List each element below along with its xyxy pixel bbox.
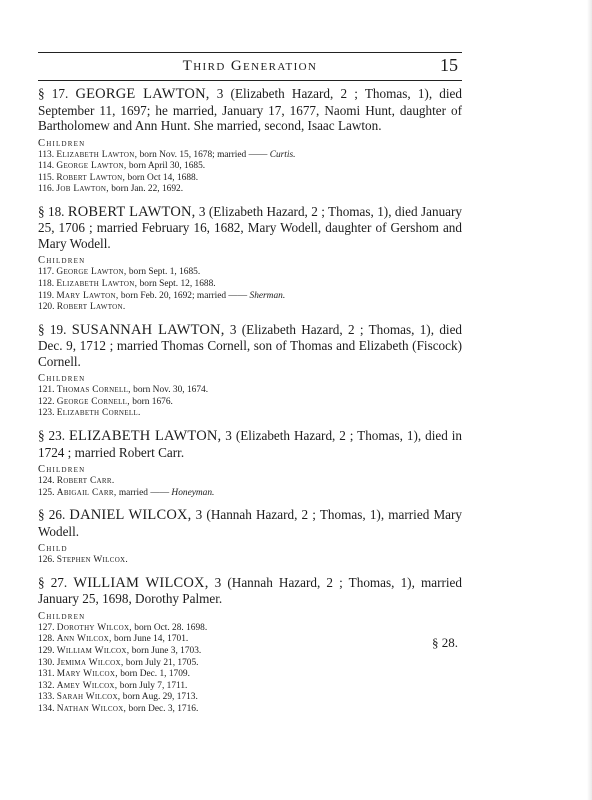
child-name: Robert Lawton. [56, 302, 126, 313]
children-label: Child [38, 543, 68, 555]
child-number: 116. [38, 184, 55, 195]
child-details: born June 14, 1701. [111, 634, 189, 645]
child-number: 117. [38, 267, 55, 278]
child-name: George Lawton, [56, 161, 127, 172]
child-spouse: Curtis. [267, 149, 296, 160]
child-details: born Nov. 30, 1674. [130, 385, 209, 396]
child-list-item [38, 397, 462, 409]
genealogy-content [38, 86, 462, 724]
running-header-title: Third Generation [182, 58, 318, 74]
child-name: Mary Lawton, [56, 290, 119, 301]
child-name: William Wilcox, [56, 646, 130, 656]
child-spouse: Honeyman. [169, 487, 215, 498]
child-list-item [38, 291, 462, 303]
family-entry-paragraph [38, 507, 462, 539]
child-list-item [38, 488, 462, 500]
child-details: born June 3, 1703. [129, 646, 202, 656]
child-list-item [38, 476, 462, 488]
children-label: Children [38, 137, 86, 149]
child-list-item [38, 173, 462, 185]
child-details: born Dec. 3, 1716. [126, 703, 199, 714]
child-number: 131. [38, 669, 55, 680]
children-label: Children [38, 464, 86, 476]
child-number: 122. [38, 396, 55, 407]
child-details: born Dec. 1, 1709. [117, 669, 190, 680]
child-number: 125. [38, 487, 55, 498]
children-label: Children [38, 610, 86, 622]
child-details: born April 30, 1685. [126, 161, 206, 172]
child-number: 123. [38, 408, 55, 419]
child-details: married —— [116, 487, 170, 498]
child-list-item [38, 658, 462, 670]
child-name: Sarah Wilcox, [56, 692, 121, 703]
family-section [38, 322, 462, 420]
child-number: 129. [38, 646, 55, 656]
child-details: born Jan. 22, 1692. [108, 184, 184, 195]
child-list-item [38, 634, 462, 646]
child-name: Robert Carr. [56, 476, 115, 487]
child-list-item [38, 692, 462, 704]
person-name: DANIEL WILCOX, [69, 507, 192, 524]
child-number: 128. [38, 634, 55, 645]
entry-text: 3 (Elizabeth Hazard, 2 ; Thomas, 1), died Dec. 9, 1712 ; married Thomas Cornell, son of Thomas and Elizabeth (Fiscock) Cornell. [38, 321, 463, 369]
family-entry-paragraph [38, 204, 462, 252]
child-details: born July 7, 1711. [117, 680, 188, 691]
child-number: 119. [38, 290, 55, 301]
family-entry-paragraph [38, 575, 462, 607]
child-list-item [38, 408, 462, 420]
child-number: 124. [38, 476, 55, 487]
child-number: 118. [38, 278, 55, 289]
child-details: born Sept. 1, 1685. [126, 267, 201, 278]
child-list-item [38, 623, 462, 635]
child-number: 132. [38, 680, 55, 691]
section-number: § 18. [38, 203, 65, 219]
family-section [38, 428, 462, 499]
family-entry-paragraph [38, 86, 462, 134]
child-number: 113. [38, 149, 55, 160]
child-list-item [38, 150, 462, 162]
child-name: George Lawton, [56, 267, 127, 278]
child-name: Elizabeth Cornell. [56, 408, 141, 419]
entry-text: 3 (Elizabeth Hazard, 2 ; Thomas, 1), died in 1724 ; married Robert Carr. [38, 428, 462, 460]
child-details: born Sept. 12, 1688. [137, 278, 216, 289]
header-rule-bottom [38, 80, 462, 81]
child-list-item [38, 184, 462, 196]
entry-text: 3 (Elizabeth Hazard, 2 ; Thomas, 1), died September 11, 1697; he married, January 17, 1677, Naomi Hunt, daughter of Bartholomew and Ann Hunt. She married, second, Isaac Lawton. [38, 86, 463, 133]
child-list-item [38, 669, 462, 681]
children-label: Children [38, 255, 86, 267]
child-name: Ann Wilcox, [56, 634, 112, 645]
next-section-reference: § 28. [432, 635, 458, 650]
person-name: ELIZABETH LAWTON, [68, 428, 222, 445]
child-name: Amey Wilcox, [56, 680, 118, 691]
family-section [38, 204, 462, 314]
entry-text: 3 (Hannah Hazard, 2 ; Thomas, 1), married January 25, 1698, Dorothy Palmer. [38, 574, 463, 607]
family-section [38, 86, 462, 196]
page-number: 15 [440, 55, 458, 75]
person-name: WILLIAM WILCOX, [73, 574, 209, 591]
person-name: SUSANNAH LAWTON, [71, 321, 225, 338]
child-list-item [38, 646, 462, 658]
header-rule-top [38, 52, 462, 53]
child-name: Mary Wilcox, [56, 669, 118, 680]
child-list-item [38, 267, 462, 279]
child-number: 115. [38, 172, 55, 183]
child-name: Thomas Cornell, [56, 385, 131, 396]
section-number: § 23. [38, 428, 66, 444]
child-name: Elizabeth Lawton, [56, 149, 138, 160]
child-number: 121. [38, 385, 55, 396]
section-number: § 27. [38, 574, 68, 590]
child-number: 126. [38, 555, 55, 566]
child-details: born July 21, 1705. [123, 657, 199, 668]
child-list-item [38, 704, 462, 716]
child-name: Job Lawton, [56, 184, 109, 195]
section-number: § 17. [38, 86, 69, 101]
family-entry-paragraph [38, 428, 462, 460]
child-details: born 1676. [129, 396, 173, 407]
child-list-item [38, 161, 462, 173]
child-details: born Nov. 15, 1678; married —— [137, 149, 268, 160]
child-name: Nathan Wilcox, [56, 703, 127, 714]
child-details: born Oct. 28. 1698. [131, 622, 208, 633]
family-section [38, 507, 462, 567]
child-details: born Aug. 29, 1713. [120, 692, 198, 703]
page-edge-shadow [587, 0, 592, 800]
family-entry-paragraph [38, 322, 462, 370]
child-spouse: Sherman. [247, 290, 286, 301]
child-details: born Feb. 20, 1692; married —— [118, 290, 248, 301]
child-list-item [38, 302, 462, 314]
entry-text: 3 (Elizabeth Hazard, 2 ; Thomas, 1), died January 25, 1706 ; married February 16, 1682, Mary Wodell, daughter of Gershom and Mary Wodell. [38, 203, 463, 251]
child-list-item [38, 279, 462, 291]
child-number: 130. [38, 657, 55, 668]
family-section [38, 575, 462, 716]
person-name: ROBERT LAWTON, [67, 203, 196, 220]
child-details: born Oct 14, 1688. [125, 172, 199, 183]
child-name: George Cornell, [56, 396, 130, 407]
person-name: GEORGE LAWTON, [75, 86, 210, 102]
child-name: Dorothy Wilcox, [56, 622, 132, 633]
child-list-item [38, 681, 462, 693]
section-number: § 19. [38, 321, 67, 337]
children-label: Children [38, 373, 86, 385]
child-number: 114. [38, 161, 55, 172]
child-number: 127. [38, 622, 55, 633]
child-number: 120. [38, 302, 55, 313]
child-name: Abigail Carr, [56, 487, 117, 498]
child-list-item [38, 385, 462, 397]
child-name: Robert Lawton, [56, 172, 126, 183]
child-list-item [38, 555, 462, 567]
child-name: Elizabeth Lawton, [56, 278, 138, 289]
child-name: Stephen Wilcox. [56, 555, 129, 566]
child-number: 133. [38, 692, 55, 703]
child-number: 134. [38, 703, 55, 714]
section-number: § 26. [38, 507, 66, 523]
book-page [38, 0, 462, 800]
child-name: Jemima Wilcox, [56, 657, 124, 668]
entry-text: 3 (Hannah Hazard, 2 ; Thomas, 1), married Mary Wodell. [38, 507, 463, 539]
